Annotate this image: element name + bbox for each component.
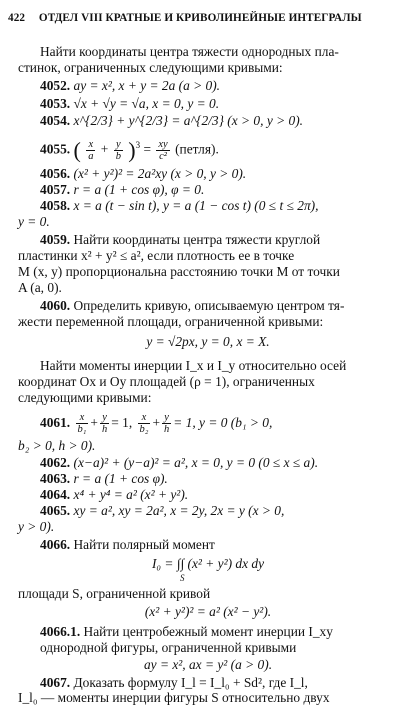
problem-4060-line-2: жести переменной площади, ограниченной кривыми: xyxy=(18,314,324,329)
problem-number: 4066.1. xyxy=(40,624,81,639)
problem-number: 4061. xyxy=(40,415,71,430)
problem-4066 xyxy=(40,537,215,553)
problem-number: 4058. xyxy=(40,198,71,213)
page-header xyxy=(8,12,412,28)
problem-4066-1-formula: ay = x², ax = y² (a > 0). xyxy=(143,657,273,672)
problem-4054 xyxy=(40,113,303,129)
page-number: 422 xyxy=(8,12,26,24)
fraction: $\frac{x}{\text{b₁}}$ xyxy=(77,412,87,436)
problem-4053 xyxy=(40,96,219,112)
problem-4062 xyxy=(40,455,318,471)
problem-number: 4059. xyxy=(40,232,71,247)
problem-text: r = a (1 + cos φ), φ = 0. xyxy=(73,182,205,197)
problem-text: x = a (t − sin t), y = a (1 − cos t) (0 ≤ t ≤ 2π), xyxy=(73,198,319,213)
problem-4065-cont: y > 0). xyxy=(18,519,55,534)
problem-4052 xyxy=(40,78,220,94)
problem-text: (x−a)² + (y−a)² = a², x = 0, y = 0 (0 ≤ x ≤ a). xyxy=(73,455,319,470)
problem-number: 4055. xyxy=(40,141,71,157)
moments-intro-1: Найти моменты инерции I_x и I_y относительно осей xyxy=(40,358,347,373)
problem-4066-formula: (x² + y²)² = a² (x² − y²). xyxy=(144,604,272,619)
problem-text: ay = x², x + y = 2a (a > 0). xyxy=(73,78,220,93)
problem-4059 xyxy=(40,232,320,248)
fraction: $\frac{y}{h}$ xyxy=(101,412,108,436)
problem-4061: 4061. $\frac{x}{\text{b₁}}$ + $\frac{y}{h}$ = 1, $\frac{x}{\text{b₂}}$ + $\frac{y}{h}$ = 1, y = 0 (b₁ > 0, xyxy=(40,412,273,436)
problem-number: 4065. xyxy=(40,503,71,518)
problem-4060 xyxy=(40,298,344,314)
problem-4067-line-2: I_l₀ — моменты инерции фигуры S относительно двух xyxy=(18,690,330,705)
problem-4065 xyxy=(40,503,284,519)
problem-text: xy = a², xy = 2a², x = 2y, 2x = y (x > 0, xyxy=(73,503,285,518)
problem-text: √x + √y = √a, x = 0, y = 0. xyxy=(73,96,220,111)
problem-number: 4056. xyxy=(40,166,71,181)
problem-number: 4057. xyxy=(40,182,71,197)
problem-4066-1-line-2: однородной фигуры, ограниченной кривыми xyxy=(40,640,297,655)
problem-4064 xyxy=(40,487,188,503)
problem-4059-line-2: пластинки x² + y² ≤ a², если плотность ее в точке xyxy=(18,248,295,263)
problem-4061-cont: b₂ > 0, h > 0). xyxy=(18,438,96,453)
problem-4055: 4055. ( $\frac{x}{a}$ + $\frac{y}{b}$ )$^3$ = $\frac{xy}{\text{c²}}$ (петля). xyxy=(40,137,219,163)
fraction: $\frac{y}{h}$ xyxy=(164,412,170,436)
problem-number: 4067. xyxy=(40,675,71,690)
intro-line-1: Найти координаты центра тяжести однородных пла- xyxy=(40,44,339,59)
fraction: $\frac{x}{a}$ xyxy=(88,138,94,162)
problem-text: r = a (1 + cos φ). xyxy=(73,471,168,486)
problem-text: Найти центробежный момент инерции I_xy xyxy=(83,624,333,639)
problem-4056 xyxy=(40,166,246,182)
problem-4059-line-4: A (a, 0). xyxy=(18,280,62,295)
integral-region-label: S xyxy=(180,573,185,583)
problem-4060-formula: y = √2px, y = 0, x = X. xyxy=(146,334,270,349)
problem-4059-line-3: M (x, y) пропорциональна расстоянию точки M от точки xyxy=(18,264,340,279)
problem-text: x^{2/3} + y^{2/3} = a^{2/3} (x > 0, y > 0). xyxy=(73,113,304,128)
problem-text: Найти координаты центра тяжести круглой xyxy=(73,232,321,247)
problem-number: 4062. xyxy=(40,455,71,470)
problem-number: 4060. xyxy=(40,298,71,313)
intro-line-2: стинок, ограниченных следующими кривыми: xyxy=(18,60,283,75)
moments-intro-2: координат Ox и Oy площадей (ρ = 1), ограниченных xyxy=(18,374,315,389)
problem-number: 4064. xyxy=(40,487,71,502)
problem-4066-line-2: площади S, ограниченной кривой xyxy=(18,586,211,601)
problem-4066-1 xyxy=(40,624,333,640)
problem-number: 4053. xyxy=(40,96,71,111)
section-title: ОТДЕЛ VIII КРАТНЫЕ И КРИВОЛИНЕЙНЫЕ ИНТЕГРАЛЫ xyxy=(38,12,362,24)
fraction: $\frac{x}{\text{b₂}}$ xyxy=(139,412,149,436)
fraction: $\frac{xy}{\text{c²}}$ xyxy=(158,138,168,162)
fraction: $\frac{y}{b}$ xyxy=(115,138,121,162)
problem-text: x⁴ + y⁴ = a² (x² + y²). xyxy=(73,487,189,502)
problem-4066-integral: I₀ = ∫∫ (x² + y²) dx dy xyxy=(151,556,265,571)
problem-text: (x² + y²)² = 2a²xy (x > 0, y > 0). xyxy=(73,166,247,181)
problem-4058-cont: y = 0. xyxy=(18,214,50,229)
problem-4057 xyxy=(40,182,204,198)
problem-text: (петля). xyxy=(175,141,219,157)
problem-number: 4054. xyxy=(40,113,71,128)
problem-4058 xyxy=(40,198,318,214)
problem-text: Доказать формулу I_l = I_l₀ + Sd², где I_l, xyxy=(73,675,308,690)
problem-4063 xyxy=(40,471,168,487)
problem-number: 4063. xyxy=(40,471,71,486)
moments-intro-3: следующими кривыми: xyxy=(18,390,152,405)
problem-4067 xyxy=(40,675,308,691)
problem-number: 4052. xyxy=(40,78,71,93)
problem-number: 4066. xyxy=(40,537,71,552)
problem-text: Определить кривую, описываемую центром тя- xyxy=(73,298,345,313)
problem-text: Найти полярный момент xyxy=(73,537,215,552)
